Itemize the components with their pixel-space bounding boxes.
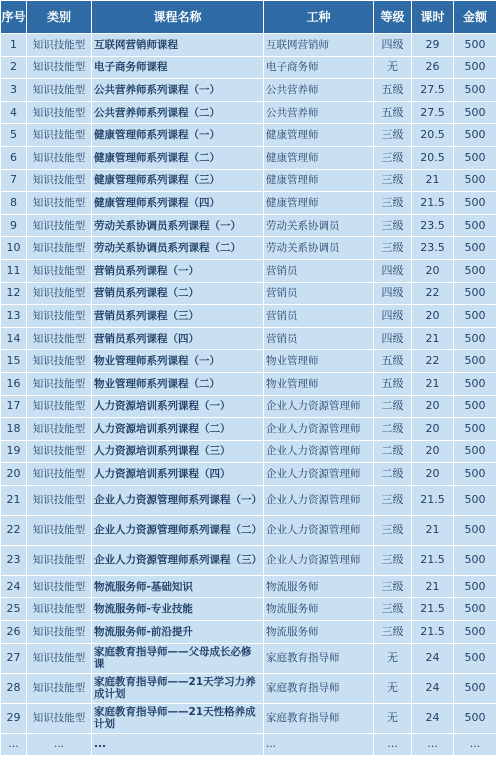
cell-course-name: 营销员系列课程（四）	[92, 327, 264, 350]
cell-level: 二级	[374, 418, 412, 441]
cell-amount: 500	[454, 124, 496, 147]
cell-job-type: 物流服务师	[264, 575, 374, 598]
cell-amount: 500	[454, 643, 496, 673]
cell-amount: 500	[454, 327, 496, 350]
table-row	[1, 350, 496, 373]
cell-level: 四级	[374, 282, 412, 305]
cell-category: 知识技能型	[27, 101, 92, 124]
table-row	[1, 214, 496, 237]
cell-course-name: 人力资源培训系列课程（二）	[92, 418, 264, 441]
cell-amount: 500	[454, 545, 496, 575]
cell-course-name: 营销员系列课程（三）	[92, 305, 264, 328]
cell-level: 三级	[374, 598, 412, 621]
cell-job-type: 公共营养师	[264, 79, 374, 102]
cell-course-name: 家庭教育指导师——21天性格养成计划	[92, 703, 264, 733]
cell-number: 8	[1, 192, 27, 215]
cell-number: 9	[1, 214, 27, 237]
table-row	[1, 237, 496, 260]
cell-hours: 21	[412, 372, 454, 395]
cell-course-name: 公共营养师系列课程（一）	[92, 79, 264, 102]
cell-job-type: 互联网营销师	[264, 34, 374, 57]
cell-hours: 20	[412, 305, 454, 328]
cell-job-type: 营销员	[264, 282, 374, 305]
cell-amount: 500	[454, 463, 496, 486]
cell-job-type: 企业人力资源管理师	[264, 440, 374, 463]
cell-course-name: 健康管理师系列课程（二）	[92, 146, 264, 169]
table-row	[1, 643, 496, 673]
table-row	[1, 515, 496, 545]
cell-category: 知识技能型	[27, 418, 92, 441]
cell-course-name: 物流服务师-前沿提升	[92, 621, 264, 644]
header-level: 等级	[374, 1, 412, 34]
cell-hours: 23.5	[412, 237, 454, 260]
table-body	[1, 34, 496, 756]
cell-course-name: 物业管理师系列课程（一）	[92, 350, 264, 373]
cell-category: 知识技能型	[27, 621, 92, 644]
cell-course-name: 劳动关系协调员系列课程（一）	[92, 214, 264, 237]
header-job-type: 工种	[264, 1, 374, 34]
cell-level: 三级	[374, 214, 412, 237]
cell-level: 四级	[374, 327, 412, 350]
cell-category: 知识技能型	[27, 282, 92, 305]
cell-job-type: 家庭教育指导师	[264, 643, 374, 673]
cell-category: 知识技能型	[27, 305, 92, 328]
cell-number: 17	[1, 395, 27, 418]
cell-category: 知识技能型	[27, 485, 92, 515]
cell-amount: 500	[454, 372, 496, 395]
table-row	[1, 733, 496, 755]
cell-job-type: 企业人力资源管理师	[264, 515, 374, 545]
cell-category: 知识技能型	[27, 643, 92, 673]
cell-level: 二级	[374, 440, 412, 463]
cell-level: ...	[374, 733, 412, 755]
header-amount: 金额	[454, 1, 496, 34]
cell-job-type: 健康管理师	[264, 146, 374, 169]
cell-hours: 20	[412, 418, 454, 441]
cell-number: 7	[1, 169, 27, 192]
cell-category: 知识技能型	[27, 673, 92, 703]
table-row	[1, 259, 496, 282]
cell-job-type: 企业人力资源管理师	[264, 395, 374, 418]
cell-hours: 21	[412, 515, 454, 545]
cell-course-name: 人力资源培训系列课程（一）	[92, 395, 264, 418]
table-row	[1, 101, 496, 124]
cell-job-type: 物业管理师	[264, 350, 374, 373]
cell-number: ...	[1, 733, 27, 755]
cell-amount: 500	[454, 56, 496, 79]
cell-amount: 500	[454, 101, 496, 124]
cell-job-type: 物业管理师	[264, 372, 374, 395]
cell-amount: 500	[454, 703, 496, 733]
cell-number: 16	[1, 372, 27, 395]
cell-job-type: 家庭教育指导师	[264, 673, 374, 703]
cell-course-name: 企业人力资源管理师系列课程（一）	[92, 485, 264, 515]
cell-number: 24	[1, 575, 27, 598]
cell-hours: 20	[412, 395, 454, 418]
cell-amount: ...	[454, 733, 496, 755]
cell-level: 三级	[374, 545, 412, 575]
cell-category: 知识技能型	[27, 192, 92, 215]
cell-amount: 500	[454, 418, 496, 441]
table-row	[1, 598, 496, 621]
cell-amount: 500	[454, 259, 496, 282]
cell-category: 知识技能型	[27, 259, 92, 282]
cell-course-name: 物业管理师系列课程（二）	[92, 372, 264, 395]
table-row	[1, 575, 496, 598]
cell-job-type: 企业人力资源管理师	[264, 418, 374, 441]
cell-hours: 24	[412, 673, 454, 703]
table-row	[1, 146, 496, 169]
cell-level: 三级	[374, 237, 412, 260]
header-course-name: 课程名称	[92, 1, 264, 34]
table-row	[1, 673, 496, 703]
cell-amount: 500	[454, 79, 496, 102]
cell-course-name: 劳动关系协调员系列课程（二）	[92, 237, 264, 260]
cell-course-name: 健康管理师系列课程（四）	[92, 192, 264, 215]
cell-job-type: ...	[264, 733, 374, 755]
cell-course-name: 电子商务师课程	[92, 56, 264, 79]
cell-level: 三级	[374, 124, 412, 147]
cell-amount: 500	[454, 192, 496, 215]
cell-category: 知识技能型	[27, 79, 92, 102]
cell-level: 无	[374, 56, 412, 79]
cell-amount: 500	[454, 169, 496, 192]
cell-category: 知识技能型	[27, 440, 92, 463]
cell-amount: 500	[454, 214, 496, 237]
cell-level: 四级	[374, 259, 412, 282]
cell-level: 五级	[374, 350, 412, 373]
cell-hours: 21	[412, 169, 454, 192]
cell-category: 知识技能型	[27, 703, 92, 733]
cell-level: 三级	[374, 192, 412, 215]
cell-job-type: 健康管理师	[264, 192, 374, 215]
cell-course-name: 家庭教育指导师——21天学习力养成计划	[92, 673, 264, 703]
table-row	[1, 79, 496, 102]
table-row	[1, 485, 496, 515]
cell-level: 三级	[374, 146, 412, 169]
cell-job-type: 企业人力资源管理师	[264, 463, 374, 486]
cell-job-type: 营销员	[264, 327, 374, 350]
cell-course-name: 企业人力资源管理师系列课程（三）	[92, 545, 264, 575]
cell-course-name: 营销员系列课程（一）	[92, 259, 264, 282]
cell-hours: ...	[412, 733, 454, 755]
cell-job-type: 家庭教育指导师	[264, 703, 374, 733]
cell-amount: 500	[454, 146, 496, 169]
cell-level: 三级	[374, 575, 412, 598]
cell-category: 知识技能型	[27, 395, 92, 418]
cell-category: 知识技能型	[27, 515, 92, 545]
cell-amount: 500	[454, 515, 496, 545]
cell-course-name: 人力资源培训系列课程（四）	[92, 463, 264, 486]
cell-amount: 500	[454, 34, 496, 57]
cell-level: 四级	[374, 305, 412, 328]
cell-hours: 21.5	[412, 192, 454, 215]
cell-number: 3	[1, 79, 27, 102]
cell-category: 知识技能型	[27, 169, 92, 192]
cell-number: 22	[1, 515, 27, 545]
cell-level: 五级	[374, 101, 412, 124]
cell-hours: 21.5	[412, 598, 454, 621]
table-row	[1, 703, 496, 733]
cell-number: 27	[1, 643, 27, 673]
cell-number: 12	[1, 282, 27, 305]
cell-number: 23	[1, 545, 27, 575]
cell-course-name: 物流服务师-专业技能	[92, 598, 264, 621]
cell-job-type: 企业人力资源管理师	[264, 485, 374, 515]
cell-level: 三级	[374, 169, 412, 192]
cell-hours: 24	[412, 643, 454, 673]
cell-job-type: 营销员	[264, 259, 374, 282]
table-row	[1, 440, 496, 463]
table-row	[1, 463, 496, 486]
cell-amount: 500	[454, 237, 496, 260]
cell-amount: 500	[454, 440, 496, 463]
table-row	[1, 282, 496, 305]
cell-hours: 21.5	[412, 485, 454, 515]
cell-course-name: 家庭教育指导师——父母成长必修课	[92, 643, 264, 673]
cell-category: 知识技能型	[27, 575, 92, 598]
cell-hours: 21	[412, 327, 454, 350]
cell-level: 二级	[374, 463, 412, 486]
cell-amount: 500	[454, 575, 496, 598]
table-row	[1, 545, 496, 575]
cell-hours: 21	[412, 575, 454, 598]
cell-hours: 20.5	[412, 146, 454, 169]
cell-job-type: 劳动关系协调员	[264, 214, 374, 237]
cell-number: 20	[1, 463, 27, 486]
cell-number: 19	[1, 440, 27, 463]
cell-category: 知识技能型	[27, 545, 92, 575]
cell-category: 知识技能型	[27, 34, 92, 57]
cell-amount: 500	[454, 282, 496, 305]
cell-level: 五级	[374, 372, 412, 395]
cell-category: 知识技能型	[27, 372, 92, 395]
cell-category: 知识技能型	[27, 214, 92, 237]
cell-hours: 27.5	[412, 101, 454, 124]
cell-level: 无	[374, 643, 412, 673]
cell-level: 三级	[374, 515, 412, 545]
cell-hours: 20	[412, 259, 454, 282]
cell-category: 知识技能型	[27, 350, 92, 373]
header-hours: 课时	[412, 1, 454, 34]
cell-number: 1	[1, 34, 27, 57]
cell-number: 11	[1, 259, 27, 282]
cell-amount: 500	[454, 395, 496, 418]
cell-category: 知识技能型	[27, 598, 92, 621]
cell-hours: 22	[412, 282, 454, 305]
cell-job-type: 企业人力资源管理师	[264, 545, 374, 575]
cell-level: 四级	[374, 34, 412, 57]
table-row	[1, 327, 496, 350]
cell-job-type: 物流服务师	[264, 598, 374, 621]
table-row	[1, 621, 496, 644]
header-number: 序号	[1, 1, 27, 34]
cell-category: 知识技能型	[27, 146, 92, 169]
cell-hours: 22	[412, 350, 454, 373]
cell-number: 2	[1, 56, 27, 79]
cell-number: 15	[1, 350, 27, 373]
header-category: 类别	[27, 1, 92, 34]
table-row	[1, 34, 496, 57]
cell-level: 无	[374, 703, 412, 733]
table-row	[1, 305, 496, 328]
cell-number: 29	[1, 703, 27, 733]
cell-amount: 500	[454, 305, 496, 328]
table-row	[1, 372, 496, 395]
table-row	[1, 169, 496, 192]
table-row	[1, 56, 496, 79]
cell-hours: 20	[412, 440, 454, 463]
cell-course-name: 物流服务师-基础知识	[92, 575, 264, 598]
cell-level: 无	[374, 673, 412, 703]
cell-number: 28	[1, 673, 27, 703]
cell-amount: 500	[454, 673, 496, 703]
cell-number: 4	[1, 101, 27, 124]
cell-job-type: 电子商务师	[264, 56, 374, 79]
cell-hours: 21.5	[412, 545, 454, 575]
cell-course-name: 公共营养师系列课程（二）	[92, 101, 264, 124]
cell-number: 13	[1, 305, 27, 328]
header-row	[1, 1, 496, 34]
table-row	[1, 192, 496, 215]
cell-hours: 26	[412, 56, 454, 79]
cell-hours: 23.5	[412, 214, 454, 237]
cell-course-name: 企业人力资源管理师系列课程（二）	[92, 515, 264, 545]
cell-amount: 500	[454, 485, 496, 515]
cell-job-type: 营销员	[264, 305, 374, 328]
table-row	[1, 418, 496, 441]
cell-course-name: 健康管理师系列课程（一）	[92, 124, 264, 147]
cell-number: 18	[1, 418, 27, 441]
cell-amount: 500	[454, 598, 496, 621]
cell-number: 26	[1, 621, 27, 644]
cell-course-name: ...	[92, 733, 264, 755]
table-row	[1, 395, 496, 418]
cell-level: 五级	[374, 79, 412, 102]
cell-number: 10	[1, 237, 27, 260]
cell-job-type: 劳动关系协调员	[264, 237, 374, 260]
table-row	[1, 124, 496, 147]
cell-hours: 21.5	[412, 621, 454, 644]
cell-hours: 27.5	[412, 79, 454, 102]
cell-amount: 500	[454, 621, 496, 644]
cell-number: 5	[1, 124, 27, 147]
cell-hours: 24	[412, 703, 454, 733]
cell-category: 知识技能型	[27, 237, 92, 260]
cell-level: 二级	[374, 395, 412, 418]
cell-category: 知识技能型	[27, 124, 92, 147]
cell-job-type: 公共营养师	[264, 101, 374, 124]
cell-number: 6	[1, 146, 27, 169]
cell-level: 三级	[374, 621, 412, 644]
cell-course-name: 人力资源培训系列课程（三）	[92, 440, 264, 463]
cell-category: ...	[27, 733, 92, 755]
cell-number: 25	[1, 598, 27, 621]
cell-course-name: 健康管理师系列课程（三）	[92, 169, 264, 192]
cell-hours: 29	[412, 34, 454, 57]
cell-hours: 20	[412, 463, 454, 486]
cell-course-name: 营销员系列课程（二）	[92, 282, 264, 305]
cell-level: 三级	[374, 485, 412, 515]
cell-category: 知识技能型	[27, 327, 92, 350]
cell-amount: 500	[454, 350, 496, 373]
cell-category: 知识技能型	[27, 56, 92, 79]
cell-category: 知识技能型	[27, 463, 92, 486]
cell-hours: 20.5	[412, 124, 454, 147]
cell-course-name: 互联网营销师课程	[92, 34, 264, 57]
cell-number: 14	[1, 327, 27, 350]
cell-job-type: 健康管理师	[264, 124, 374, 147]
cell-job-type: 物流服务师	[264, 621, 374, 644]
cell-job-type: 健康管理师	[264, 169, 374, 192]
cell-number: 21	[1, 485, 27, 515]
